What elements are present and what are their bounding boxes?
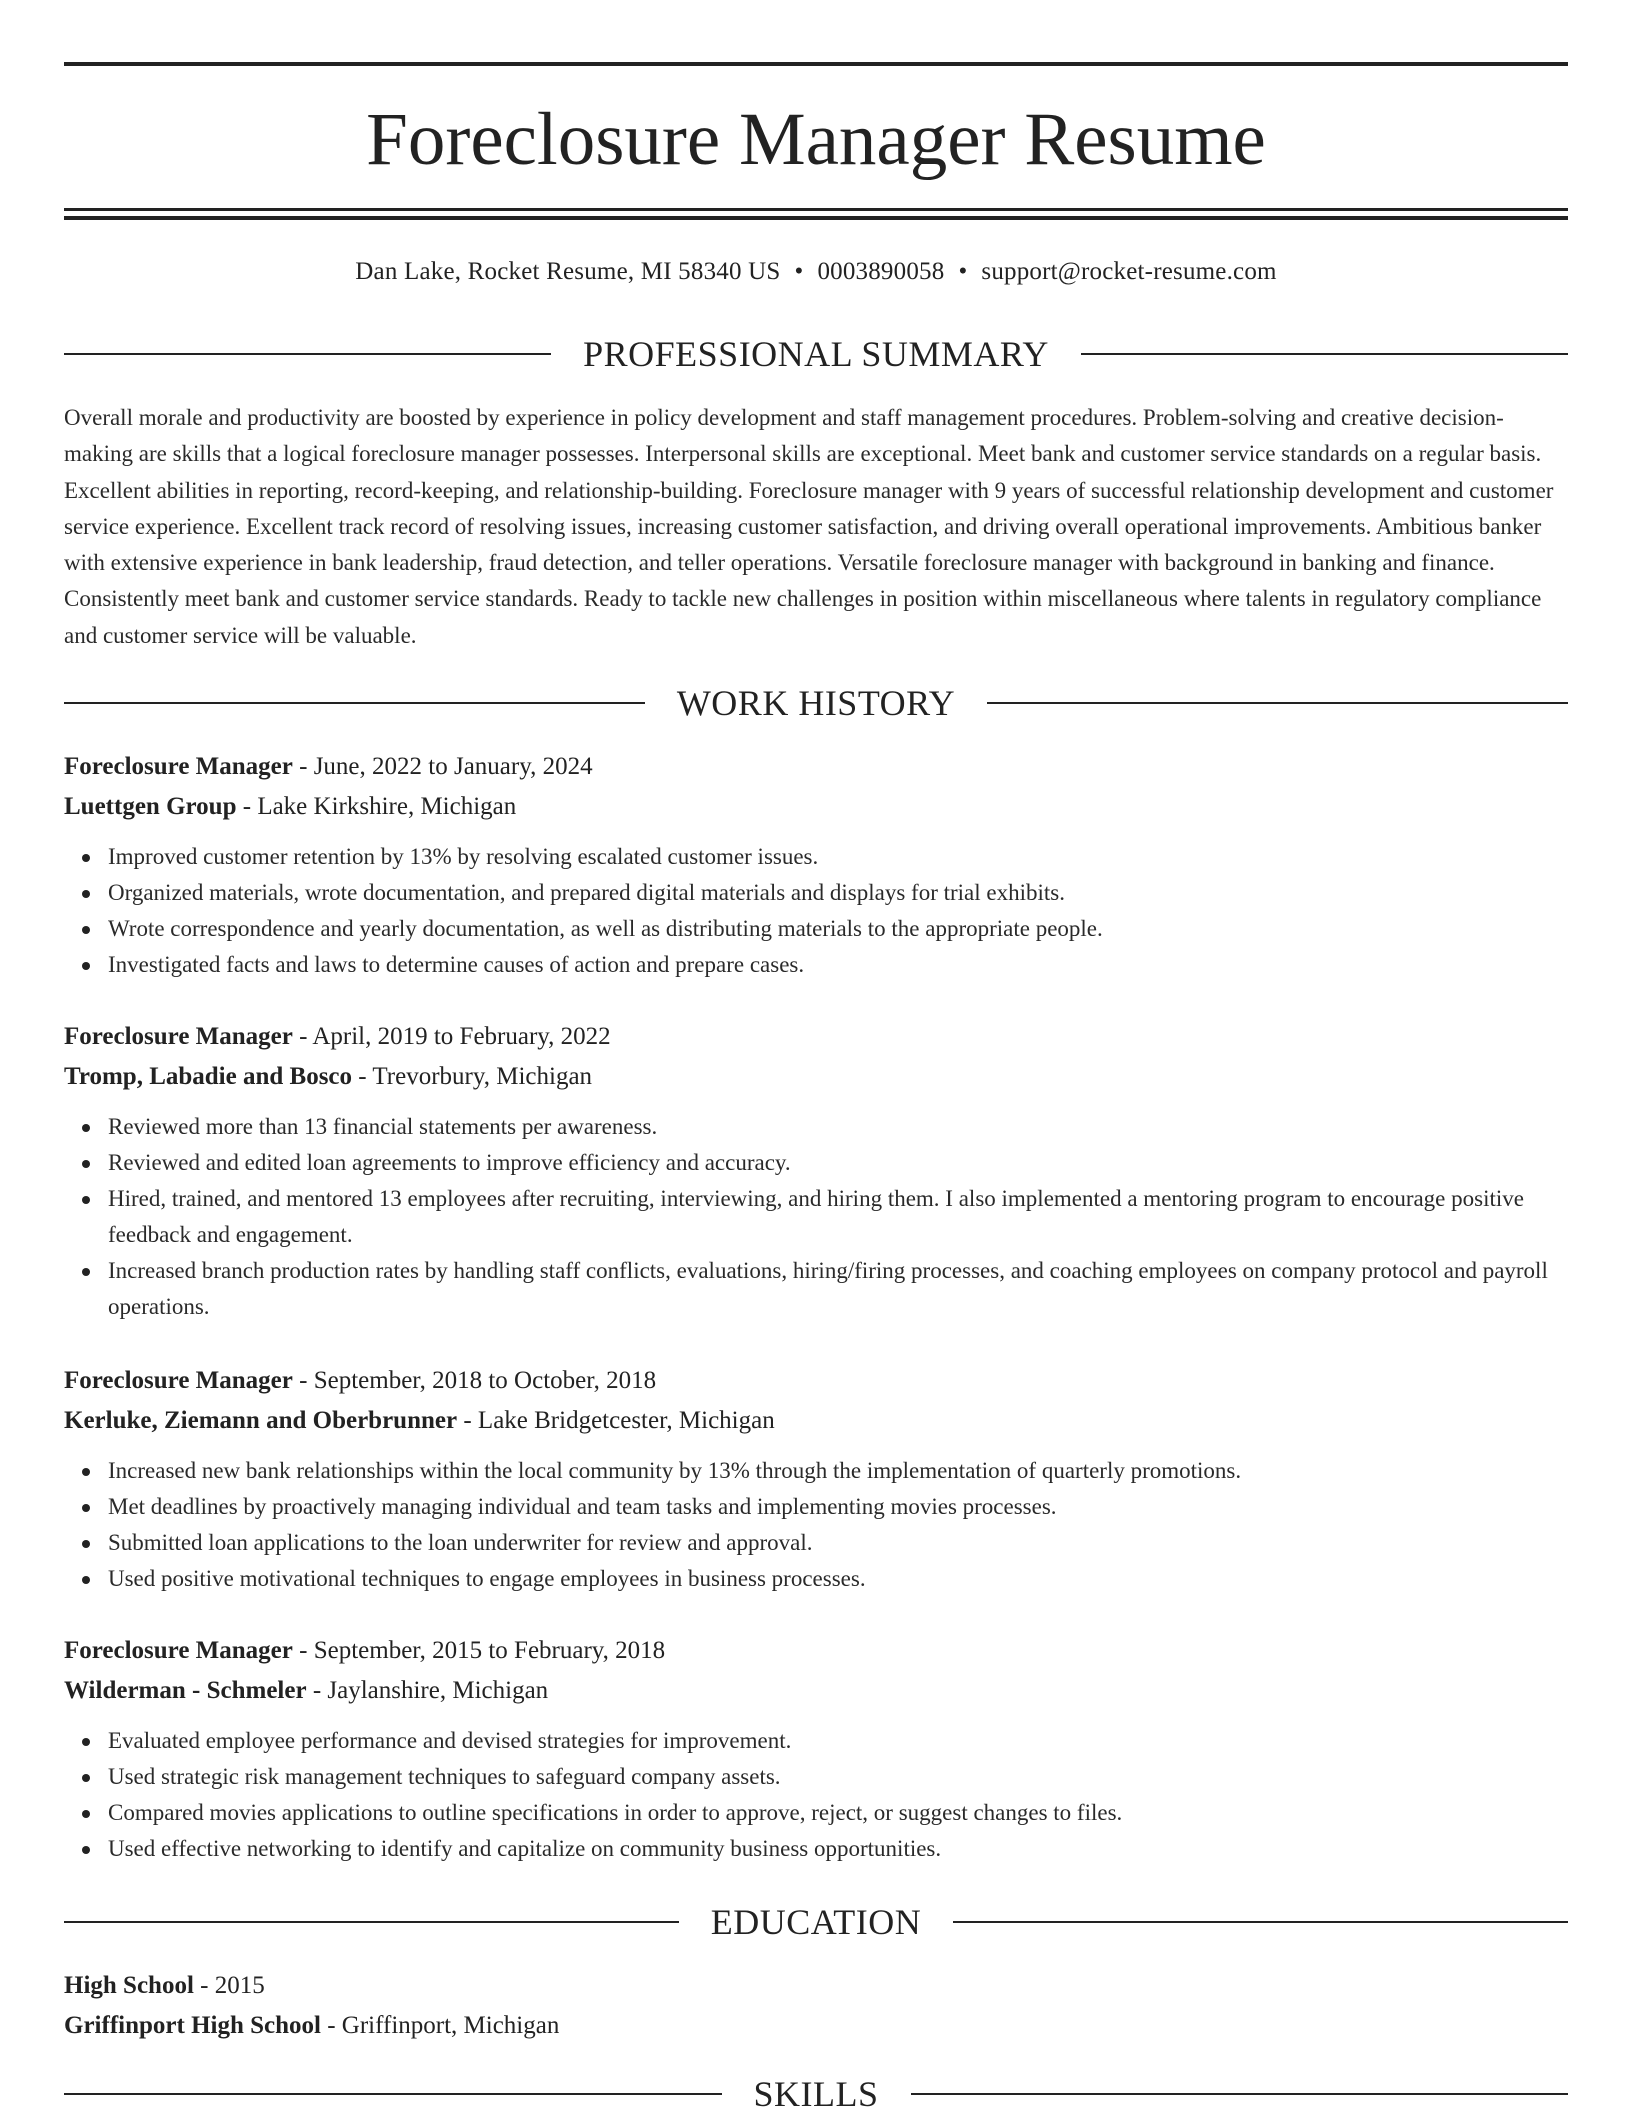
job-company: Kerluke, Ziemann and Oberbrunner — [64, 1407, 458, 1434]
contact-email: support@rocket-resume.com — [981, 258, 1277, 285]
job-dates: September, 2018 to October, 2018 — [313, 1367, 657, 1394]
list-item: Evaluated employee performance and devised strategies for improvement. — [108, 1723, 1568, 1759]
job-dates: September, 2015 to February, 2018 — [313, 1637, 666, 1664]
list-item: Increased new bank relationships within the local community by 13% through the implementation of quarterly promotions. — [108, 1453, 1568, 1489]
list-item: Improved customer retention by 13% by resolving escalated customer issues. — [108, 839, 1568, 875]
job-title-line: Foreclosure Manager - June, 2022 to January, 2024 — [64, 753, 593, 780]
job-company-line: Luettgen Group - Lake Kirkshire, Michigan — [64, 793, 517, 820]
list-item: Wrote correspondence and yearly documentation, as well as distributing materials to the appropriate people. — [108, 911, 1568, 947]
job-location: Lake Bridgetcester, Michigan — [477, 1407, 775, 1434]
education-school: Griffinport High School — [64, 2012, 321, 2039]
job-company: Wilderman - Schmeler — [64, 1677, 307, 1704]
title-double-rule — [64, 208, 1568, 220]
section-heading-summary — [64, 332, 1568, 376]
job-title-line: Foreclosure Manager - September, 2018 to October, 2018 — [64, 1367, 657, 1394]
education-degree-line: High School - 2015 — [64, 1972, 265, 1999]
list-item: Compared movies applications to outline specifications in order to approve, reject, or suggest changes to files. — [108, 1795, 1568, 1831]
list-item: Used positive motivational techniques to engage employees in business processes. — [108, 1561, 1568, 1597]
list-item: Investigated facts and laws to determine causes of action and prepare cases. — [108, 947, 1568, 983]
divider — [64, 702, 645, 704]
education-degree: High School — [64, 1972, 194, 1999]
education-entry — [64, 1966, 1568, 2046]
contact-address: Dan Lake, Rocket Resume, MI 58340 US — [355, 258, 781, 285]
section-heading-work-history — [64, 681, 1568, 725]
section-title: EDUCATION — [710, 1902, 922, 1942]
list-item: Reviewed more than 13 financial statements per awareness. — [108, 1109, 1568, 1145]
job-dates: April, 2019 to February, 2022 — [312, 1023, 611, 1050]
job-title: Foreclosure Manager — [64, 1637, 293, 1664]
job-dates: June, 2022 to January, 2024 — [313, 753, 593, 780]
job-entry — [64, 1361, 1568, 1597]
section-title: WORK HISTORY — [676, 683, 956, 723]
divider — [911, 2093, 1569, 2095]
contact-line — [64, 254, 1568, 290]
section-heading-education — [64, 1900, 1568, 1944]
section-title: SKILLS — [753, 2074, 879, 2114]
job-location: Lake Kirkshire, Michigan — [257, 793, 517, 820]
list-item: Organized materials, wrote documentation, and prepared digital materials and displays for trial exhibits. — [108, 875, 1568, 911]
list-item: Increased branch production rates by handling staff conflicts, evaluations, hiring/firing processes, and coaching employees on company protocol and payroll operations. — [108, 1253, 1568, 1325]
list-item: Hired, trained, and mentored 13 employees after recruiting, interviewing, and hiring them. I also implemented a mentoring program to encourage positive feedback and engagement. — [108, 1181, 1568, 1253]
summary-text: Overall morale and productivity are boosted by experience in policy development and staff management procedures. Problem-solving and creative decision-making are skills that a logical foreclosure manager possesses. Interpersonal skills are exceptional. Meet bank and customer service standards on a regular basis. Excellent abilities in reporting, record-keeping, and relationship-building. Foreclosure manager with 9 years of successful relationship development and customer service experience. Excellent track record of resolving issues, increasing customer satisfaction, and driving overall operational improvements. Ambitious banker with extensive experience in bank leadership, fraud detection, and teller operations. Versatile foreclosure manager with background in banking and finance. Consistently meet bank and customer service standards. Ready to tackle new challenges in position within miscellaneous where talents in regulatory compliance and customer service will be valuable. — [64, 405, 1554, 648]
job-title: Foreclosure Manager — [64, 753, 293, 780]
divider — [987, 702, 1568, 704]
section-title: PROFESSIONAL SUMMARY — [583, 334, 1049, 374]
divider — [64, 353, 551, 355]
job-title-line: Foreclosure Manager - September, 2015 to February, 2018 — [64, 1637, 666, 1664]
job-location: Trevorbury, Michigan — [372, 1063, 593, 1090]
job-bullets — [64, 1453, 1568, 1597]
education-school-line: Griffinport High School - Griffinport, Michigan — [64, 2012, 560, 2039]
job-entry — [64, 1017, 1568, 1325]
education-location: Griffinport, Michigan — [341, 2012, 560, 2039]
contact-phone: 0003890058 — [817, 258, 945, 285]
job-company-line: Wilderman - Schmeler - Jaylanshire, Michigan — [64, 1677, 549, 1704]
list-item: Used effective networking to identify and capitalize on community business opportunities. — [108, 1831, 1568, 1867]
list-item: Reviewed and edited loan agreements to improve efficiency and accuracy. — [108, 1145, 1568, 1181]
list-item: Used strategic risk management techniques to safeguard company assets. — [108, 1759, 1568, 1795]
job-company: Tromp, Labadie and Bosco — [64, 1063, 353, 1090]
divider — [1081, 353, 1568, 355]
job-company-line: Tromp, Labadie and Bosco - Trevorbury, Michigan — [64, 1063, 593, 1090]
list-item: Met deadlines by proactively managing individual and team tasks and implementing movies processes. — [108, 1489, 1568, 1525]
divider — [64, 2093, 722, 2095]
job-title-line: Foreclosure Manager - April, 2019 to February, 2022 — [64, 1023, 611, 1050]
divider — [64, 1921, 679, 1923]
job-title: Foreclosure Manager — [64, 1023, 293, 1050]
job-company: Luettgen Group — [64, 793, 237, 820]
page-title: Foreclosure Manager Resume — [366, 98, 1266, 181]
job-entry — [64, 1631, 1568, 1867]
job-bullets — [64, 1109, 1568, 1325]
job-company-line: Kerluke, Ziemann and Oberbrunner - Lake Bridgetcester, Michigan — [64, 1407, 775, 1434]
education-year: 2015 — [214, 1972, 265, 1999]
contact-separator: • — [794, 258, 804, 285]
list-item: Submitted loan applications to the loan underwriter for review and approval. — [108, 1525, 1568, 1561]
job-location: Jaylanshire, Michigan — [327, 1677, 549, 1704]
job-entry — [64, 747, 1568, 983]
top-rule — [64, 62, 1568, 66]
job-bullets — [64, 1723, 1568, 1867]
divider — [953, 1921, 1568, 1923]
contact-separator: • — [958, 258, 968, 285]
job-title: Foreclosure Manager — [64, 1367, 293, 1394]
section-heading-skills — [64, 2072, 1568, 2116]
job-bullets — [64, 839, 1568, 983]
